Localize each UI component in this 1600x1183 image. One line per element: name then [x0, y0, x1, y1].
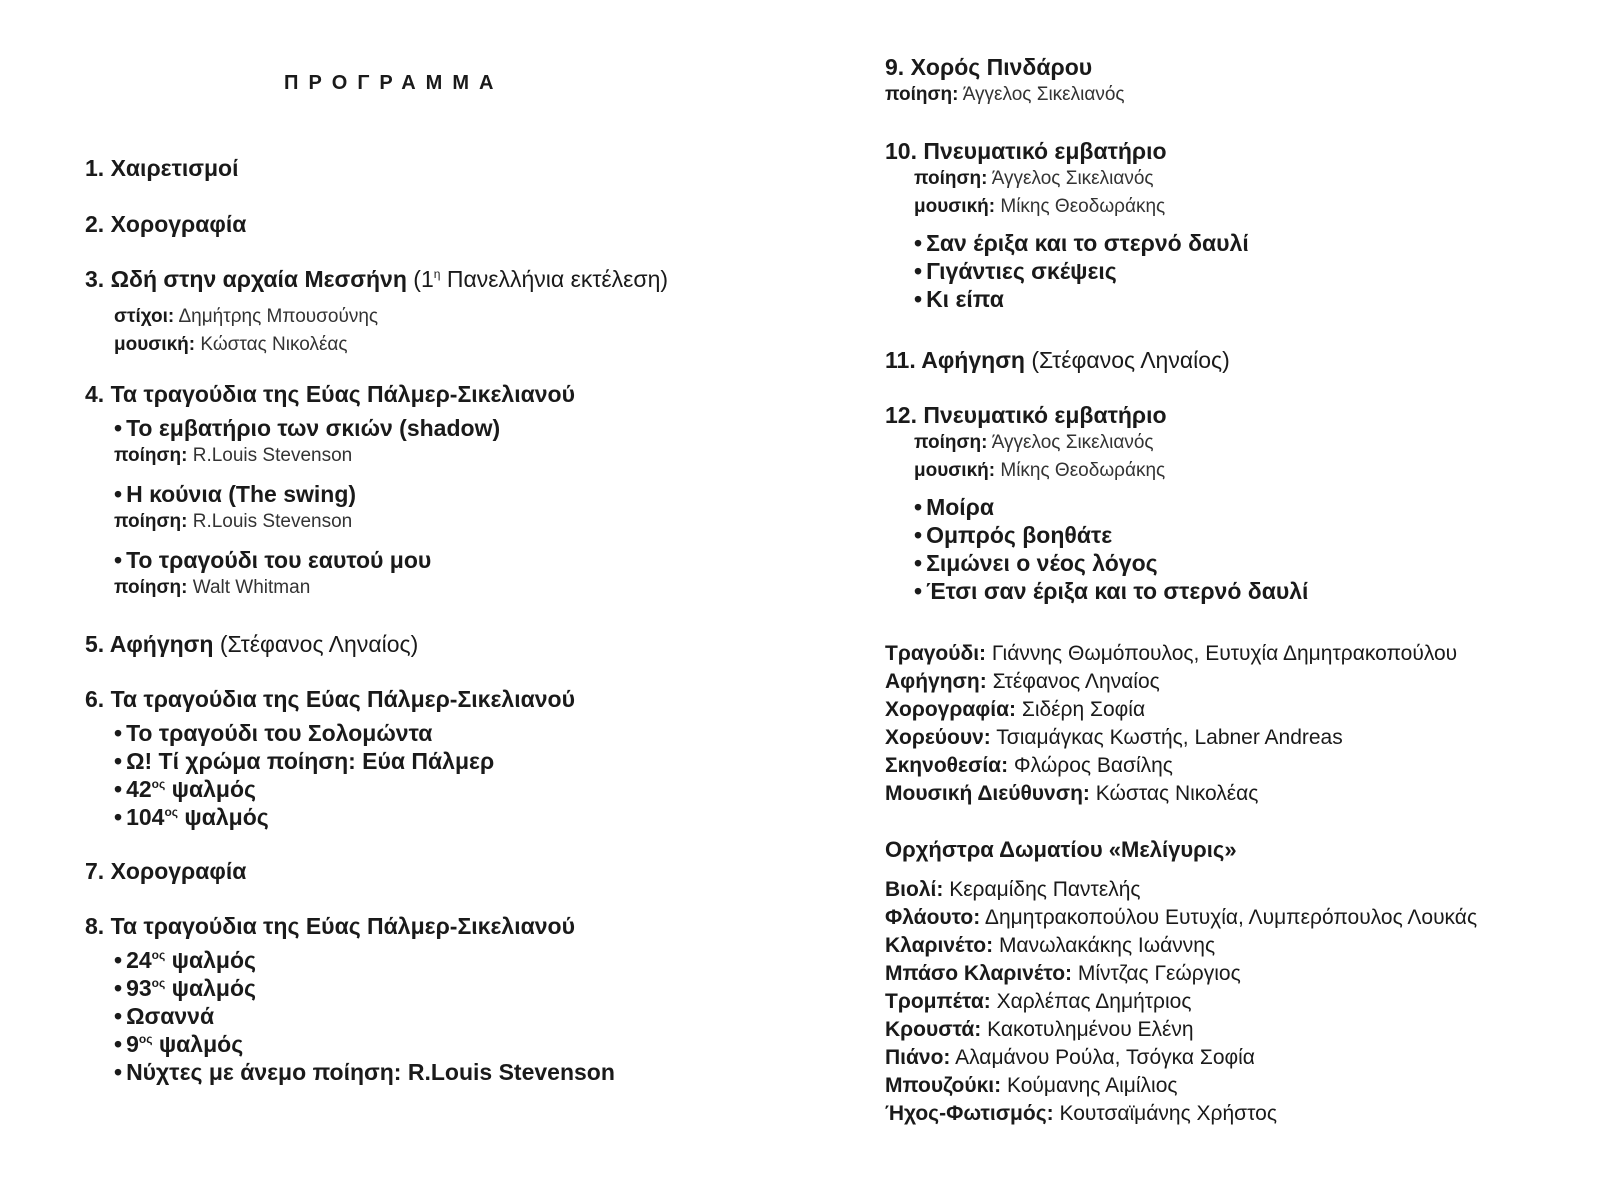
item-title: 4. Τα τραγούδια της Εύας Πάλμερ-Σικελιανού — [85, 381, 575, 407]
musician-name: Κεραμίδης Παντελής — [949, 878, 1141, 901]
item-title: 10. Πνευματικό εμβατήριο — [885, 138, 1167, 164]
credit-value: Άγγελος Σικελιανός — [962, 84, 1125, 105]
program-item-9 — [885, 53, 1585, 109]
song-title: ψαλμός — [152, 1031, 244, 1057]
instrument-label: Κρουστά: — [885, 1018, 982, 1041]
song-title: Ω! Τί χρώμα ποίηση: Εύα Πάλμερ — [126, 748, 495, 774]
credit-label: ποίηση: — [914, 432, 988, 453]
cast-label: Τραγούδι: — [885, 642, 987, 665]
credit-label: ποίηση: — [114, 511, 188, 532]
song-bullet: • Το εμβατήριο των σκιών (shadow) — [114, 415, 501, 441]
credit-line — [85, 508, 805, 536]
program-title: ΠΡΟΓΡΑΜΜΑ — [284, 72, 504, 94]
orchestra-member — [885, 1016, 1585, 1044]
credit-line — [85, 303, 805, 331]
orchestra-member — [885, 988, 1585, 1016]
song-bullet: • Σαν έριξα και το στερνό δαυλί — [914, 230, 1249, 256]
item-note: (Στέφανος Ληναίος) — [1024, 347, 1230, 373]
item-title-text: 5. Αφήγηση — [85, 631, 214, 657]
credit-value: Άγγελος Σικελιανός — [991, 168, 1154, 189]
musician-name: Κούμανης Αιμίλιος — [1006, 1074, 1178, 1097]
ordinal-suffix: ος — [138, 1032, 153, 1046]
song-bullet: • $24^{o\varsigma}$ ψαλμός — [114, 947, 256, 973]
program-item-7 — [85, 857, 805, 885]
musician-name: Κακοτυλημένου Ελένη — [987, 1018, 1194, 1041]
cast-label: Χορεύουν: — [885, 726, 991, 749]
musician-name: Μανωλακάκης Ιωάννης — [998, 934, 1216, 957]
song-title: Έτσι σαν έριξα και το στερνό δαυλί — [926, 578, 1309, 604]
item-title: 6. Τα τραγούδια της Εύας Πάλμερ-Σικελιανού — [85, 686, 575, 712]
credit-value: Μίκης Θεοδωράκης — [1000, 460, 1166, 481]
orchestra-member — [885, 1044, 1585, 1072]
musician-name: Αλαμάνου Ρούλα, Τσόγκα Σοφία — [955, 1046, 1255, 1069]
cast-label: Αφήγηση: — [885, 670, 987, 693]
instrument-label: Τρομπέτα: — [885, 990, 991, 1013]
program-item-1 — [85, 154, 805, 182]
musician-name: Χαρλέπας Δημήτριος — [996, 990, 1192, 1013]
item-title-text: 11. Αφήγηση — [885, 347, 1025, 373]
credit-line — [885, 429, 1585, 457]
program-item-5 — [85, 630, 805, 658]
program-item-11 — [885, 346, 1585, 374]
song-title: Το τραγούδι του Σολομώντα — [126, 720, 433, 746]
psalm-number: 42 — [126, 776, 152, 802]
cast-line — [885, 752, 1585, 780]
program-item-4 — [85, 380, 805, 602]
instrument-label: Μπουζούκι: — [885, 1074, 1002, 1097]
song-title: ψαλμός — [165, 776, 256, 802]
musician-name: Μίντζας Γεώργιος — [1077, 962, 1241, 985]
note-post: Πανελλήνια εκτέλεση) — [440, 266, 669, 292]
credit-label: ποίηση: — [114, 577, 188, 598]
credit-label: ποίηση: — [885, 84, 959, 105]
song-bullet: • Μοίρα — [914, 494, 995, 520]
song-title: Κι είπα — [926, 286, 1004, 312]
credit-value: Κώστας Νικολέας — [200, 334, 348, 355]
credit-value: Walt Whitman — [192, 577, 311, 598]
item-title — [885, 346, 1585, 374]
song-bullet: • Έτσι σαν έριξα και το στερνό δαυλί — [914, 578, 1309, 604]
song-bullet: • Ω! Τί χρώμα ποίηση: Εύα Πάλμερ — [114, 748, 495, 774]
cast-label: Σκηνοθεσία: — [885, 754, 1009, 777]
song-bullet: • Ωσαννά — [114, 1003, 215, 1029]
cast-list — [885, 640, 1585, 808]
instrument-label: Ήχος-Φωτισμός: — [885, 1102, 1054, 1125]
credit-label: στίχοι: — [114, 306, 175, 327]
musician-name: Δημητρακοπούλου Ευτυχία, Λυμπερόπουλος Λουκάς — [984, 906, 1478, 929]
credit-label: ποίηση: — [114, 445, 188, 466]
program-item-3 — [85, 265, 805, 359]
song-bullet: • $104^{o\varsigma}$ ψαλμός — [114, 804, 269, 830]
cast-value: Σιδέρη Σοφία — [1021, 698, 1146, 721]
orchestra-section — [885, 836, 1585, 1128]
song-title: Ομπρός βοηθάτε — [926, 522, 1113, 548]
song-bullet: • Νύχτες με άνεμο ποίηση: R.Louis Stevenson — [114, 1059, 615, 1085]
credit-line — [885, 81, 1585, 109]
instrument-label: Φλάουτο: — [885, 906, 981, 929]
instrument-label: Βιολί: — [885, 878, 944, 901]
program-item-12 — [885, 401, 1585, 605]
song-title: Το τραγούδι του εαυτού μου — [126, 547, 432, 573]
song-title: Η κούνια (The swing) — [126, 481, 357, 507]
song-bullet: • $93^{o\varsigma}$ ψαλμός — [114, 975, 256, 1001]
cast-line — [885, 724, 1585, 752]
orchestra-member — [885, 1100, 1585, 1128]
note-superscript: η — [433, 267, 441, 281]
orchestra-member — [885, 904, 1585, 932]
song-title: ψαλμός — [165, 947, 256, 973]
song-bullet: • Το τραγούδι του Σολομώντα — [114, 720, 433, 746]
cast-line — [885, 640, 1585, 668]
song-title: Νύχτες με άνεμο ποίηση: R.Louis Stevenson — [126, 1059, 615, 1085]
credit-line — [85, 442, 805, 470]
cast-value: Κώστας Νικολέας — [1095, 782, 1259, 805]
credit-value: Μίκης Θεοδωράκης — [1000, 196, 1166, 217]
credit-line — [885, 457, 1585, 485]
instrument-label: Μπάσο Κλαρινέτο: — [885, 962, 1073, 985]
cast-value: Τσιαμάγκας Κωστής, Labner Andreas — [996, 726, 1343, 749]
song-bullet: • $9^{o\varsigma}$ ψαλμός — [114, 1031, 244, 1057]
orchestra-title: Ορχήστρα Δωματίου «Μελίγυρις» — [885, 837, 1237, 862]
song-bullet: • Το τραγούδι του εαυτού μου — [114, 547, 432, 573]
song-bullet: • Ομπρός βοηθάτε — [914, 522, 1113, 548]
ordinal-suffix: ος — [151, 777, 166, 791]
song-title: Γιγάντιες σκέψεις — [926, 258, 1117, 284]
item-title — [85, 265, 805, 293]
credit-value: R.Louis Stevenson — [192, 445, 353, 466]
credit-value: R.Louis Stevenson — [192, 511, 353, 532]
song-bullet: • Γιγάντιες σκέψεις — [914, 258, 1117, 284]
item-note: (Στέφανος Ληναίος) — [213, 631, 419, 657]
item-title-text: 3. Ωδή στην αρχαία Μεσσήνη — [85, 266, 407, 292]
item-note — [407, 266, 668, 292]
cast-value: Στέφανος Ληναίος — [992, 670, 1160, 693]
credit-label: μουσική: — [914, 460, 996, 481]
orchestra-member — [885, 932, 1585, 960]
song-title: Ωσαννά — [126, 1003, 215, 1029]
orchestra-member — [885, 1072, 1585, 1100]
musician-name: Κουτσαϊμάνης Χρήστος — [1059, 1102, 1277, 1125]
ordinal-suffix: ος — [151, 976, 166, 990]
item-title: 1. Χαιρετισμοί — [85, 155, 239, 181]
item-title — [85, 630, 805, 658]
cast-value: Γιάννης Θωμόπουλος, Ευτυχία Δημητρακοπούλου — [991, 642, 1458, 665]
credit-label: ποίηση: — [914, 168, 988, 189]
credit-line — [885, 193, 1585, 221]
ordinal-suffix: ος — [164, 805, 179, 819]
program-item-2 — [85, 210, 805, 238]
credit-value: Δημήτρης Μπουσούνης — [178, 306, 379, 327]
cast-line — [885, 780, 1585, 808]
item-title: 8. Τα τραγούδια της Εύας Πάλμερ-Σικελιανού — [85, 913, 575, 939]
song-title: Σαν έριξα και το στερνό δαυλί — [926, 230, 1249, 256]
program-item-6 — [85, 685, 805, 831]
credit-line — [885, 165, 1585, 193]
item-title: 7. Χορογραφία — [85, 858, 247, 884]
credit-label: μουσική: — [914, 196, 996, 217]
psalm-number: 24 — [126, 947, 152, 973]
item-title: 2. Χορογραφία — [85, 211, 247, 237]
credit-line — [85, 574, 805, 602]
song-bullet: • Κι είπα — [914, 286, 1004, 312]
orchestra-member — [885, 960, 1585, 988]
song-bullet: • Η κούνια (The swing) — [114, 481, 357, 507]
psalm-number: 9 — [126, 1031, 139, 1057]
cast-line — [885, 696, 1585, 724]
cast-label: Μουσική Διεύθυνση: — [885, 782, 1090, 805]
psalm-number: 104 — [126, 804, 165, 830]
song-title: Μοίρα — [926, 494, 995, 520]
instrument-label: Κλαρινέτο: — [885, 934, 994, 957]
cast-value: Φλώρος Βασίλης — [1013, 754, 1173, 777]
instrument-label: Πιάνο: — [885, 1046, 951, 1069]
program-item-10 — [885, 137, 1585, 313]
ordinal-suffix: ος — [151, 948, 166, 962]
credit-value: Άγγελος Σικελιανός — [991, 432, 1154, 453]
song-bullet: • Σιμώνει ο νέος λόγος — [914, 550, 1158, 576]
orchestra-member — [885, 876, 1585, 904]
item-title: 9. Χορός Πινδάρου — [885, 54, 1093, 80]
psalm-number: 93 — [126, 975, 152, 1001]
song-title: ψαλμός — [165, 975, 256, 1001]
program-item-8 — [85, 912, 805, 1086]
song-title: Σιμώνει ο νέος λόγος — [926, 550, 1158, 576]
credit-label: μουσική: — [114, 334, 196, 355]
cast-line — [885, 668, 1585, 696]
credit-line — [85, 331, 805, 359]
note-pre: (1 — [406, 266, 434, 292]
song-title: Το εμβατήριο των σκιών (shadow) — [126, 415, 501, 441]
song-title: ψαλμός — [178, 804, 269, 830]
song-bullet: • $42^{o\varsigma}$ ψαλμός — [114, 776, 256, 802]
item-title: 12. Πνευματικό εμβατήριο — [885, 402, 1167, 428]
cast-label: Χορογραφία: — [885, 698, 1016, 721]
